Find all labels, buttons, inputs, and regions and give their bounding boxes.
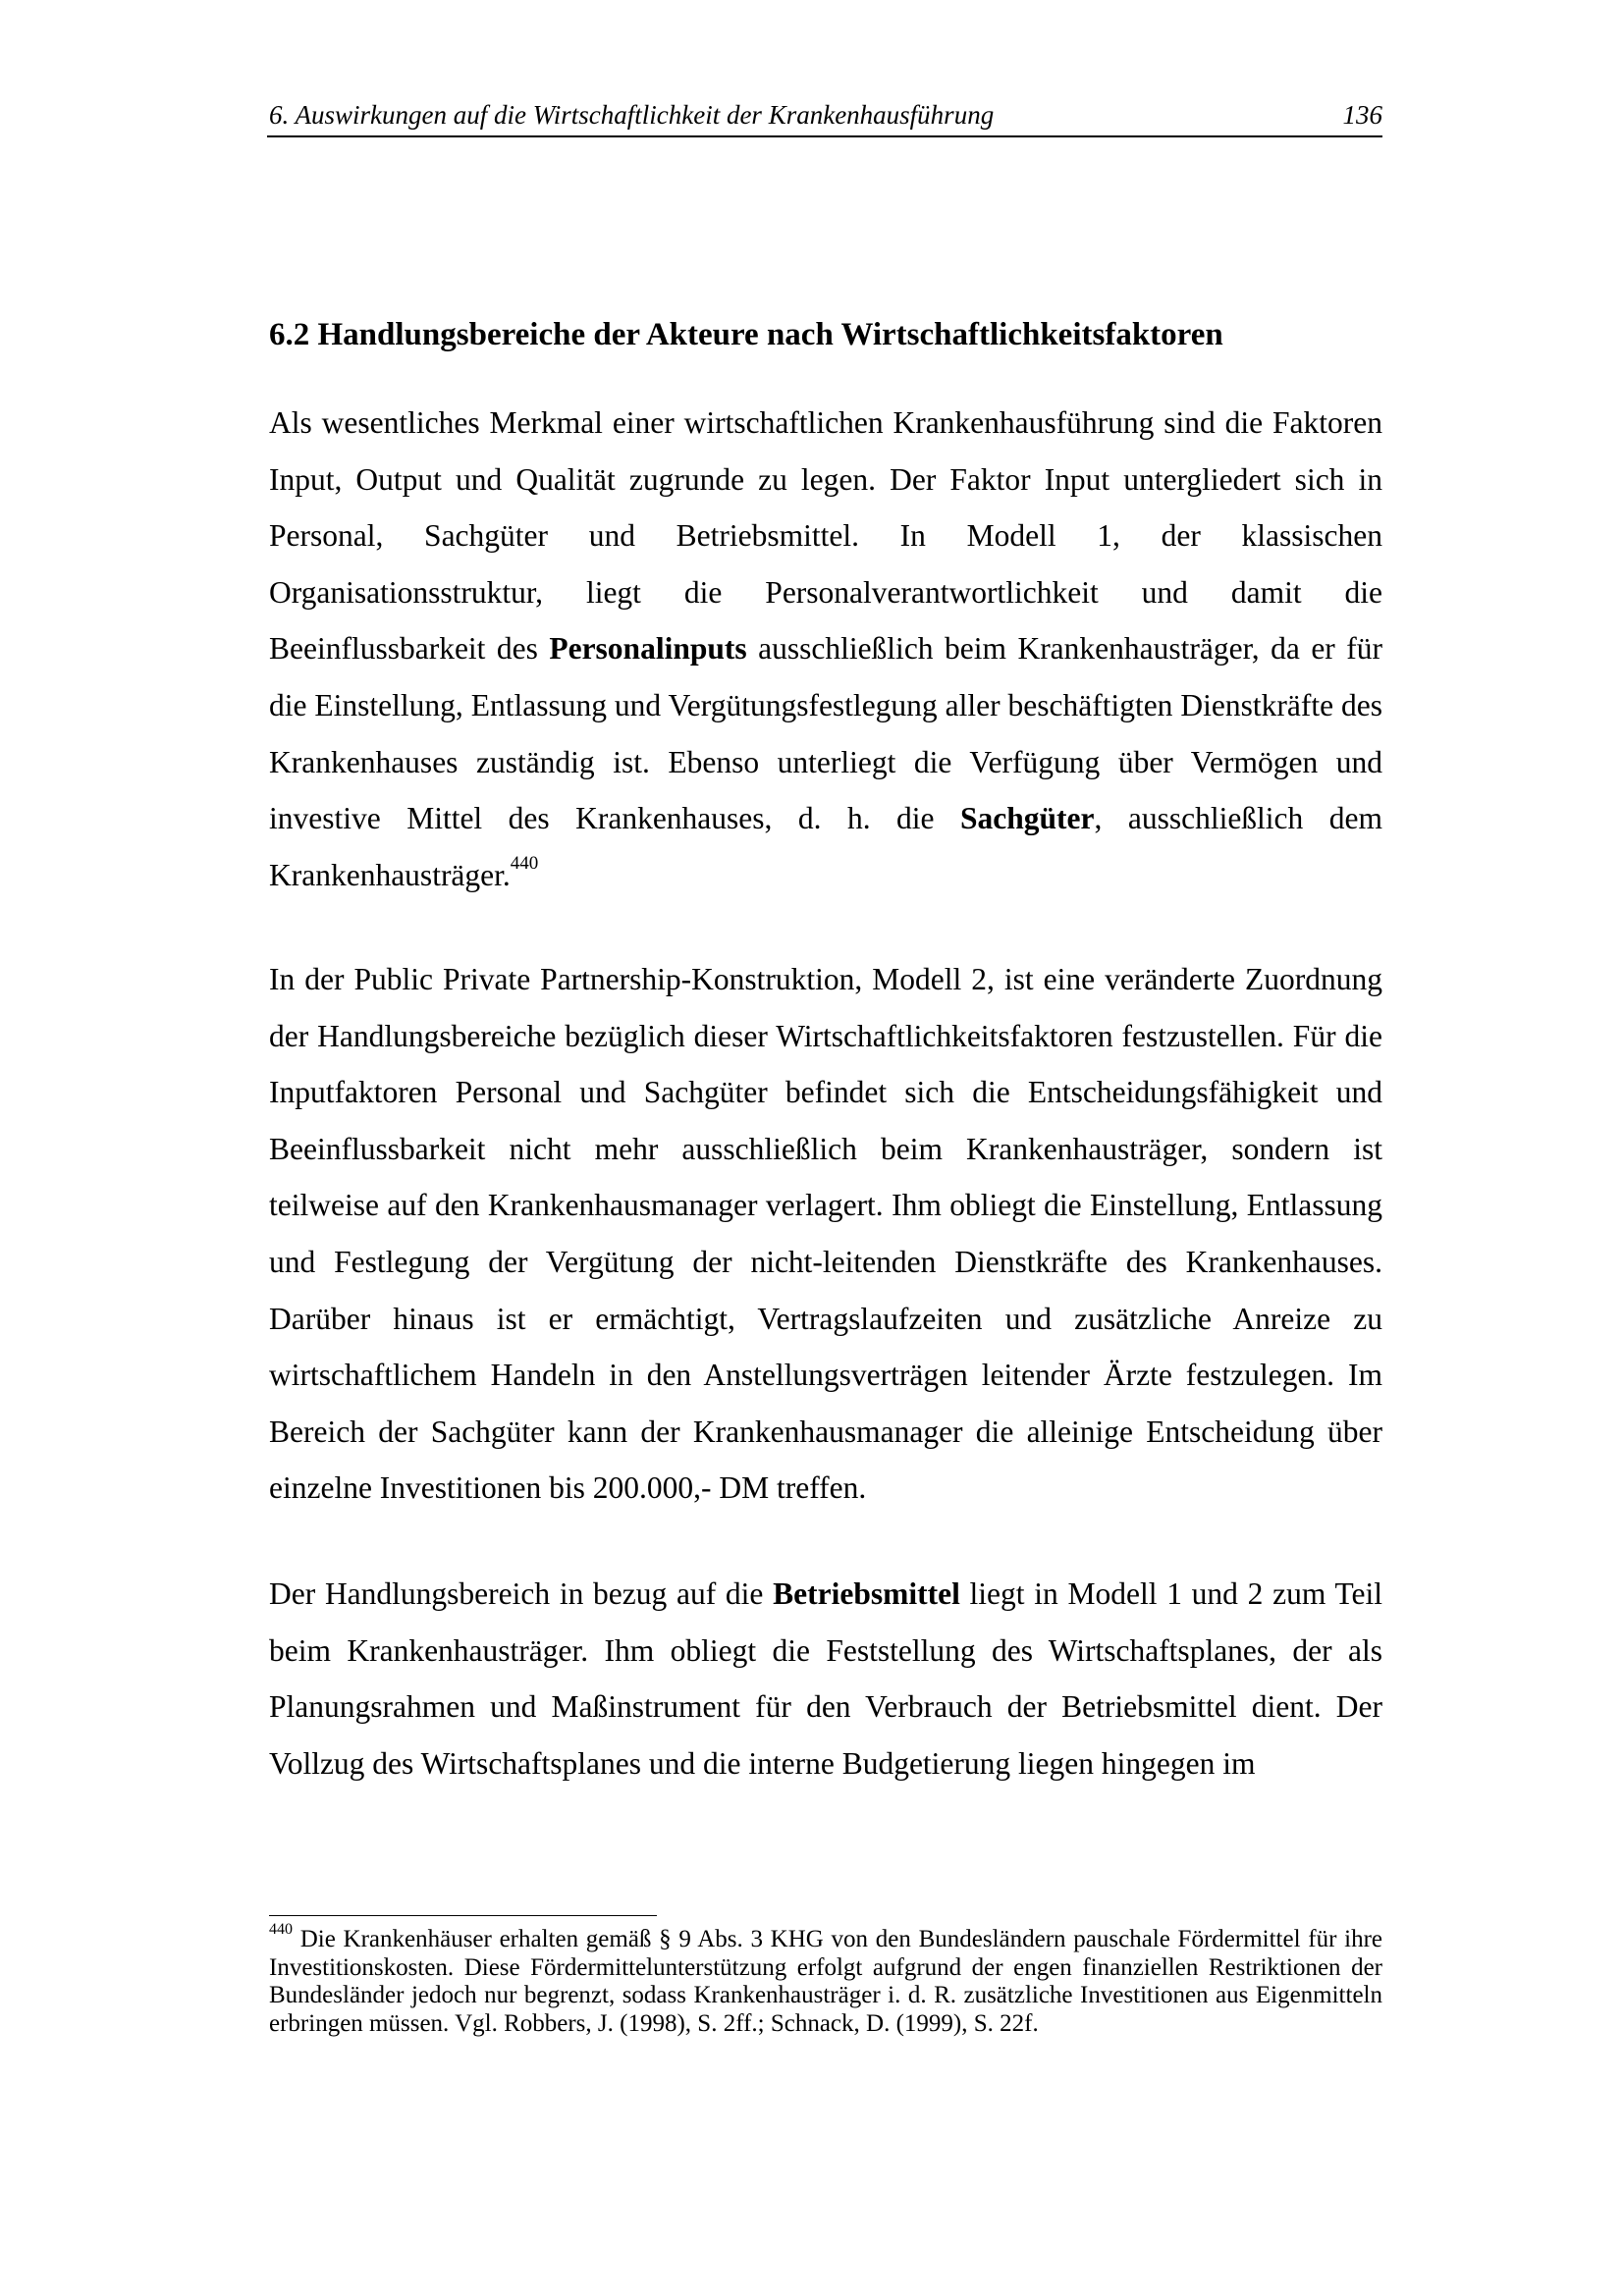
paragraph-3-text-1: Der Handlungsbereich in bezug auf die xyxy=(269,1576,774,1611)
paragraph-3 xyxy=(269,1566,1382,1791)
footnote-text: Die Krankenhäuser erhalten gemäß § 9 Abs. 3 KHG von den Bundesländern pauschale Fördermittel für ihre Investitionskosten. Diese Fördermittelunterstützung erfolgt aufgrund der engen finanziellen Restriktionen der Bundesländer jedoch nur begrenzt, sodass Krankenhausträger i. d. R. zusätzliche Investitionen aus Eigenmitteln erbringen müssen. Vgl. Robbers, J. (1998), S. 2ff.; Schnack, D. (1999), S. 22f. xyxy=(269,1926,1382,2037)
page-header xyxy=(267,96,1382,137)
bold-term-betriebsmittel: Betriebsmittel xyxy=(773,1576,960,1611)
bold-term-personalinputs: Personalinputs xyxy=(549,631,747,667)
footnote-divider xyxy=(269,1915,657,1916)
paragraph-1-text-2: ausschließlich beim Krankenhausträger, da er für die Einstellung, Entlassung und Vergütungsfestlegung aller beschäftigten Dienstkräfte des Krankenhauses zuständig ist. Ebenso unterliegt die Verfügung über Vermögen und investive Mittel des Krankenhauses, d. h. die xyxy=(269,631,1382,836)
footnote-number: 440 xyxy=(269,1920,293,1938)
running-title: 6. Auswirkungen auf die Wirtschaftlichkeit der Krankenhausführung xyxy=(269,100,995,130)
footnote xyxy=(269,1920,1382,2038)
paragraph-1-text-1: Als wesentliches Merkmal einer wirtschaftlichen Krankenhausführung sind die Faktoren Input, Output und Qualität zugrunde zu legen. Der Faktor Input untergliedert sich in Personal, Sachgüter und Betriebsmittel. In Modell 1, der klassischen Organisationsstruktur, liegt die Personalverantwortlichkeit und damit die Beeinflussbarkeit des xyxy=(269,405,1382,667)
paragraph-1 xyxy=(269,395,1382,903)
page-number: 136 xyxy=(1342,100,1382,130)
paragraph-1-text-3: , ausschließlich dem Krankenhausträger. xyxy=(269,801,1382,892)
bold-term-sachgueter: Sachgüter xyxy=(960,801,1095,836)
paragraph-3-text-2: liegt in Modell 1 und 2 zum Teil beim Krankenhausträger. Ihm obliegt die Feststellung des Wirtschaftsplanes, der als Planungsrahmen und Maßinstrument für den Verbrauch der Betriebsmittel dient. Der Vollzug des Wirtschaftsplanes und die interne Budgetierung liegen hingegen im xyxy=(269,1576,1383,1781)
paragraph-2: In der Public Private Partnership-Konstruktion, Modell 2, ist eine veränderte Zuordnung der Handlungsbereiche bezüglich dieser Wirtschaftlichkeitsfaktoren festzustellen. Für die Inputfaktoren Personal und Sachgüter befindet sich die Entscheidungsfähigkeit und Beeinflussbarkeit nicht mehr ausschließlich beim Krankenhausträger, sondern ist teilweise auf den Krankenhausmanager verlagert. Ihm obliegt die Einstellung, Entlassung und Festlegung der Vergütung der nicht-leitenden Dienstkräfte des Krankenhauses. Darüber hinaus ist er ermächtigt, Vertragslaufzeiten und zusätzliche Anreize zu wirtschaftlichem Handeln in den Anstellungsverträgen leitender Ärzte festzulegen. Im Bereich der Sachgüter kann der Krankenhausmanager die alleinige Entscheidung über einzelne Investitionen bis 200.000,- DM treffen. xyxy=(269,962,1382,1506)
footnote-reference[interactable]: 440 xyxy=(510,853,539,875)
section-heading: 6.2 Handlungsbereiche der Akteure nach Wirtschaftlichkeitsfaktoren xyxy=(269,317,1223,352)
